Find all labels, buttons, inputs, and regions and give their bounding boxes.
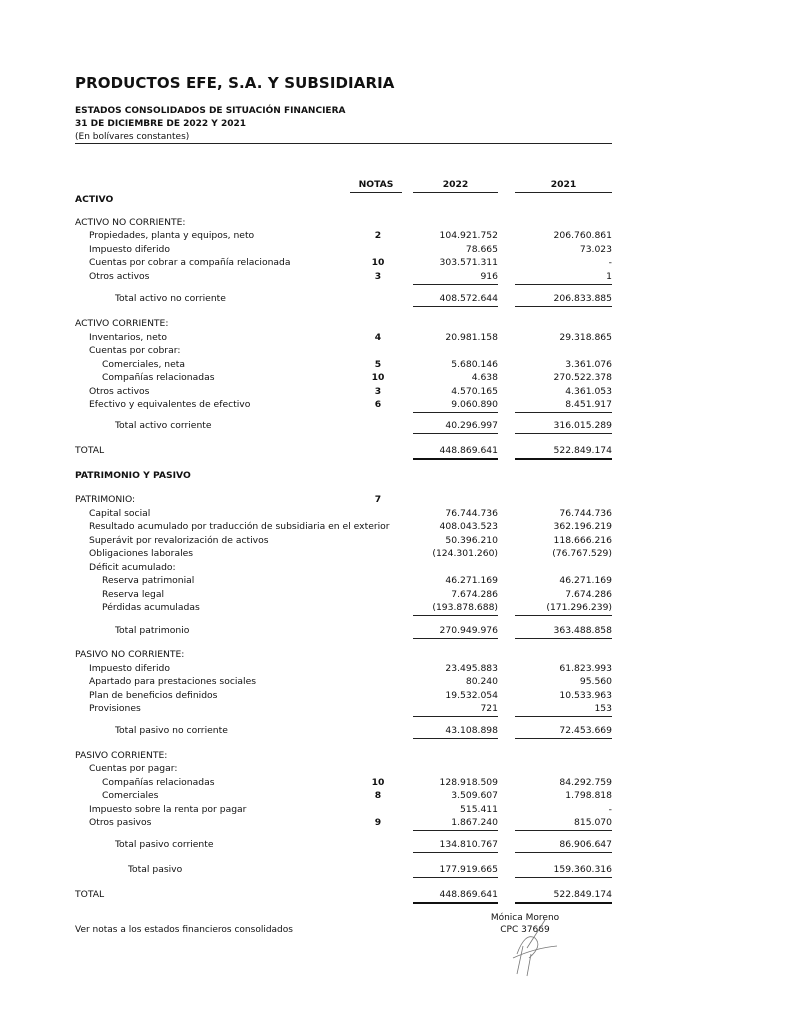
- row-2021: 4.361.053: [565, 386, 612, 397]
- row-2021: 76.744.736: [559, 508, 612, 519]
- total-row: [0, 724, 791, 738]
- row-note: 3: [374, 271, 382, 282]
- row-note: 3: [374, 386, 382, 397]
- table-row: [0, 256, 791, 270]
- activo-title: ACTIVO: [75, 194, 114, 205]
- statement-currency: (En bolívares constantes): [75, 132, 190, 142]
- activo-no-corriente-title: ACTIVO NO CORRIENTE:: [75, 217, 186, 228]
- row-label: Efectivo y equivalentes de efectivo: [89, 399, 251, 410]
- total-2022: 177.919.665: [413, 863, 498, 878]
- row-label: Reserva legal: [102, 589, 165, 600]
- statement-title: ESTADOS CONSOLIDADOS DE SITUACIÓN FINANCIERA: [75, 106, 346, 116]
- total-2022: 43.108.898: [413, 724, 498, 739]
- row-note: 8: [374, 790, 382, 801]
- row-2021: -: [608, 804, 612, 815]
- row-note: 10: [371, 372, 385, 383]
- row-label: Déficit acumulado:: [89, 562, 176, 573]
- row-2022: 3.509.607: [451, 790, 498, 801]
- row-label: Otros activos: [89, 386, 150, 397]
- total-2022: 40.296.997: [413, 419, 498, 434]
- total-label: Total pasivo: [128, 864, 183, 875]
- total-2021: 522.849.174: [515, 888, 612, 904]
- row-2021: 270.522.378: [553, 372, 612, 383]
- row-2021: 7.674.286: [565, 589, 612, 600]
- row-2021: 815.070: [515, 816, 612, 831]
- row-2022: 50.396.210: [445, 535, 498, 546]
- section-heading: [0, 193, 791, 207]
- column-headers: [0, 178, 791, 192]
- activo-corriente-title: ACTIVO CORRIENTE:: [75, 318, 169, 329]
- row-2022: 4.570.165: [451, 386, 498, 397]
- row-2022: 128.918.509: [439, 777, 498, 788]
- row-2022: 7.674.286: [451, 589, 498, 600]
- total-2022: 270.949.976: [413, 624, 498, 639]
- table-row: [0, 398, 791, 412]
- total-row: [0, 419, 791, 433]
- row-2022: 9.060.890: [413, 398, 498, 413]
- pasivo-corriente-title: PASIVO CORRIENTE:: [75, 750, 168, 761]
- table-row: [0, 547, 791, 561]
- signer-name: Mónica Moreno: [490, 913, 560, 923]
- row-2022: 515.411: [460, 804, 498, 815]
- row-2022: 46.271.169: [445, 575, 498, 586]
- total-2021: 522.849.174: [515, 444, 612, 460]
- row-label: Capital social: [89, 508, 151, 519]
- total-label: TOTAL: [75, 889, 105, 900]
- table-row: [0, 689, 791, 703]
- row-note: 7: [374, 494, 382, 505]
- row-2021: 95.560: [579, 676, 612, 687]
- subsection-heading: [0, 749, 791, 763]
- total-label: Total activo corriente: [115, 420, 212, 431]
- row-2022: 303.571.311: [439, 257, 498, 268]
- row-label: Cuentas por pagar:: [89, 763, 178, 774]
- row-2022: 4.638: [471, 372, 498, 383]
- table-row: [0, 789, 791, 803]
- row-label: Impuesto sobre la renta por pagar: [89, 804, 247, 815]
- row-label: Pérdidas acumuladas: [102, 602, 200, 613]
- row-label: Reserva patrimonial: [102, 575, 195, 586]
- row-2021: 10.533.963: [559, 690, 612, 701]
- total-2021: 206.833.885: [515, 292, 612, 307]
- row-2022: 408.043.523: [439, 521, 498, 532]
- row-label: Impuesto diferido: [89, 244, 170, 255]
- total-label: Total patrimonio: [115, 625, 190, 636]
- row-2021: 118.666.216: [553, 535, 612, 546]
- row-2022: 23.495.883: [445, 663, 498, 674]
- row-2021: -: [608, 257, 612, 268]
- table-row: [0, 776, 791, 790]
- total-row: [0, 624, 791, 638]
- row-2022: 76.744.736: [445, 508, 498, 519]
- row-note: 5: [374, 359, 382, 370]
- table-row: [0, 803, 791, 817]
- row-label: Propiedades, planta y equipos, neto: [89, 230, 255, 241]
- row-label: Otros activos: [89, 271, 150, 282]
- total-label: Total activo no corriente: [115, 293, 226, 304]
- company-name: PRODUCTOS EFE, S.A. Y SUBSIDIARIA: [75, 74, 395, 92]
- pasivo-no-corriente-title: PASIVO NO CORRIENTE:: [75, 649, 185, 660]
- row-label: Cuentas por cobrar a compañía relacionada: [89, 257, 291, 268]
- patrimonio-title: PATRIMONIO:: [75, 494, 136, 505]
- table-row: [0, 344, 791, 358]
- total-2022: 408.572.644: [413, 292, 498, 307]
- table-row: [0, 574, 791, 588]
- total-2021: 363.488.858: [515, 624, 612, 639]
- row-label: Apartado para prestaciones sociales: [89, 676, 257, 687]
- table-row: [0, 588, 791, 602]
- table-row: [0, 561, 791, 575]
- total-row: [0, 863, 791, 877]
- row-note: 10: [371, 257, 385, 268]
- table-row: [0, 816, 791, 830]
- row-label: Otros pasivos: [89, 817, 152, 828]
- total-row: [0, 838, 791, 852]
- table-row: [0, 520, 791, 534]
- total-label: Total pasivo no corriente: [115, 725, 228, 736]
- table-row: [0, 601, 791, 615]
- row-2021: 46.271.169: [559, 575, 612, 586]
- row-2021: 84.292.759: [559, 777, 612, 788]
- row-2022: 80.240: [465, 676, 498, 687]
- section-heading: [0, 469, 791, 483]
- table-row: [0, 229, 791, 243]
- row-note: 10: [371, 777, 385, 788]
- row-label: Comerciales: [102, 790, 159, 801]
- subsection-heading: [0, 493, 791, 507]
- row-note: 6: [374, 399, 382, 410]
- table-row: [0, 358, 791, 372]
- total-2022: 448.869.641: [413, 888, 498, 904]
- total-2021: 316.015.289: [515, 419, 612, 434]
- row-2022: 104.921.752: [439, 230, 498, 241]
- statement-date: 31 DE DICIEMBRE DE 2022 Y 2021: [75, 119, 246, 129]
- table-row: [0, 270, 791, 284]
- grand-total-row: [0, 888, 791, 902]
- row-label: Superávit por revalorización de activos: [89, 535, 269, 546]
- row-2022: (124.301.260): [432, 548, 498, 559]
- row-2022: 1.867.240: [413, 816, 498, 831]
- row-2021: 153: [515, 702, 612, 717]
- table-row: [0, 243, 791, 257]
- total-label: TOTAL: [75, 445, 105, 456]
- row-2022: 19.532.054: [445, 690, 498, 701]
- subsection-heading: [0, 216, 791, 230]
- row-note: 9: [374, 817, 382, 828]
- row-2021: 73.023: [579, 244, 612, 255]
- total-label: Total pasivo corriente: [115, 839, 214, 850]
- table-row: [0, 371, 791, 385]
- table-row: [0, 534, 791, 548]
- row-2021: (76.767.529): [552, 548, 612, 559]
- subsection-heading: [0, 317, 791, 331]
- row-2021: 29.318.865: [559, 332, 612, 343]
- patrimonio-pasivo-title: PATRIMONIO Y PASIVO: [75, 470, 191, 481]
- row-2021: 362.196.219: [553, 521, 612, 532]
- row-label: Comerciales, neta: [102, 359, 185, 370]
- row-label: Provisiones: [89, 703, 141, 714]
- table-row: [0, 331, 791, 345]
- total-2021: 159.360.316: [515, 863, 612, 878]
- row-2022: 5.680.146: [451, 359, 498, 370]
- 2021-column-header: 2021: [515, 178, 612, 193]
- row-label: Impuesto diferido: [89, 663, 170, 674]
- row-2021: 61.823.993: [559, 663, 612, 674]
- row-label: Obligaciones laborales: [89, 548, 194, 559]
- row-2021: 1.798.818: [565, 790, 612, 801]
- header-divider: [75, 143, 612, 144]
- row-label: Inventarios, neto: [89, 332, 167, 343]
- table-row: [0, 762, 791, 776]
- row-2021: 3.361.076: [565, 359, 612, 370]
- table-row: [0, 662, 791, 676]
- 2022-column-header: 2022: [413, 178, 498, 193]
- row-2022: (193.878.688): [413, 601, 498, 616]
- row-2022: 721: [413, 702, 498, 717]
- row-2021: (171.296.239): [515, 601, 612, 616]
- row-2022: 78.665: [465, 244, 498, 255]
- footnote: Ver notas a los estados financieros consolidados: [75, 925, 293, 935]
- row-label: Resultado acumulado por traducción de subsidiaria en el exterior: [89, 521, 390, 532]
- signature-icon: [505, 918, 565, 978]
- notes-column-header: NOTAS: [350, 178, 402, 193]
- row-2022: 20.981.158: [445, 332, 498, 343]
- row-note: 2: [374, 230, 382, 241]
- table-row: [0, 675, 791, 689]
- row-note: 4: [374, 332, 382, 343]
- grand-total-row: [0, 444, 791, 458]
- row-2022: 916: [413, 270, 498, 285]
- total-2021: 72.453.669: [515, 724, 612, 739]
- total-row: [0, 292, 791, 306]
- table-row: [0, 702, 791, 716]
- row-label: Compañías relacionadas: [102, 372, 215, 383]
- table-row: [0, 385, 791, 399]
- row-2021: 8.451.917: [515, 398, 612, 413]
- row-label: Compañías relacionadas: [102, 777, 215, 788]
- row-label: Plan de beneficios definidos: [89, 690, 218, 701]
- signer-id: CPC 37669: [500, 925, 550, 935]
- total-2022: 134.810.767: [413, 838, 498, 853]
- row-2021: 206.760.861: [553, 230, 612, 241]
- row-2021: 1: [515, 270, 612, 285]
- subsection-heading: [0, 648, 791, 662]
- total-2022: 448.869.641: [413, 444, 498, 460]
- total-2021: 86.906.647: [515, 838, 612, 853]
- table-row: [0, 507, 791, 521]
- row-label: Cuentas por cobrar:: [89, 345, 181, 356]
